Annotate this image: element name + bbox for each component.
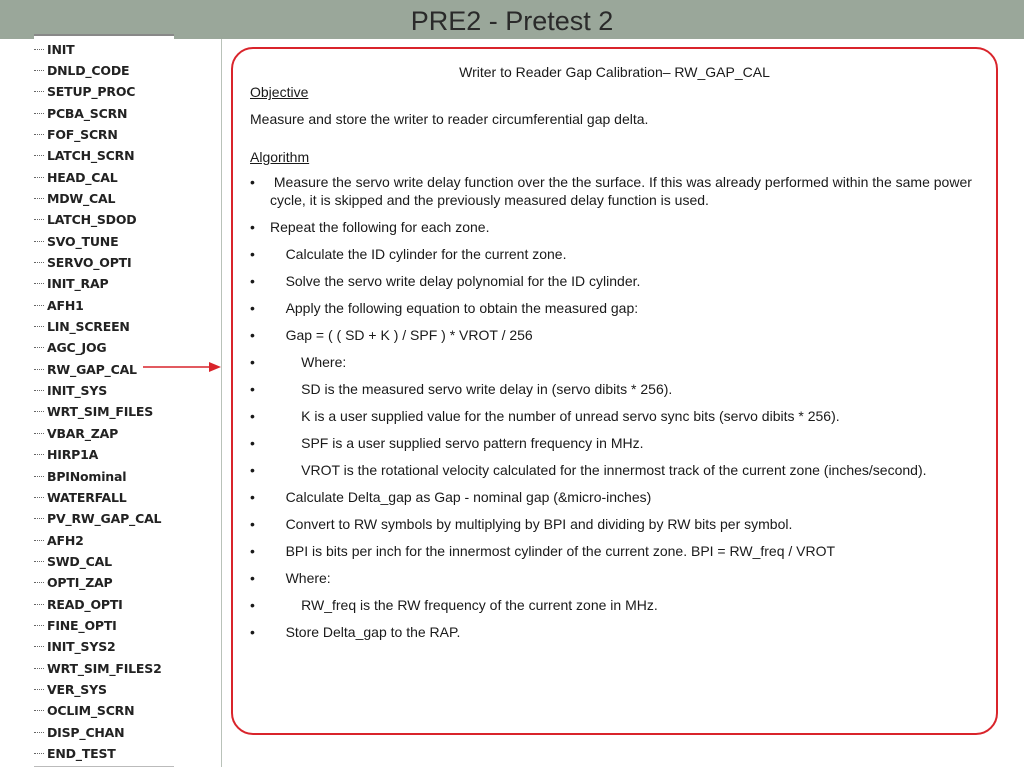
tree-item-label: SERVO_OPTI: [47, 255, 132, 270]
algorithm-step: [250, 380, 980, 398]
algorithm-step: [250, 299, 980, 317]
algorithm-step-text: Gap = ( ( SD + K ) / SPF ) * VROT / 256: [270, 327, 533, 343]
bullet-icon: •: [250, 300, 255, 316]
tree-item-label: LIN_SCREEN: [47, 319, 130, 335]
bullet-icon: •: [250, 246, 255, 262]
tree-item[interactable]: [34, 381, 107, 401]
tree-connector: [34, 476, 44, 477]
tree-connector: [34, 454, 44, 455]
algorithm-step: [250, 218, 980, 236]
tree-connector: [34, 753, 44, 754]
tree-item-label: AFH1: [47, 297, 84, 313]
algorithm-step: [250, 353, 980, 371]
tree-connector: [34, 262, 44, 263]
tree-item[interactable]: [34, 359, 137, 379]
objective-heading: Objective: [250, 84, 309, 100]
algorithm-step-text: Convert to RW symbols by multiplying by BPI and dividing by RW bits per symbol.: [270, 516, 793, 532]
bullet-icon: •: [250, 489, 255, 505]
tree-item-label: OPTI_ZAP: [47, 575, 113, 591]
tree-connector: [34, 326, 44, 327]
tree-item-label: HEAD_CAL: [47, 169, 118, 185]
tree-item[interactable]: [34, 637, 116, 657]
tree-item[interactable]: [34, 573, 113, 593]
tree-connector: [34, 134, 44, 135]
algorithm-step-text: Where:: [270, 354, 347, 370]
tree-connector: [34, 219, 44, 220]
objective-text: Measure and store the writer to reader circumferential gap delta.: [250, 111, 649, 127]
bullet-icon: •: [250, 462, 255, 478]
tree-item-label: FINE_OPTI: [47, 617, 117, 633]
algorithm-step-text: Store Delta_gap to the RAP.: [270, 624, 461, 640]
calibration-panel: [231, 47, 998, 735]
tree-item-label: OCLIM_SCRN: [47, 703, 135, 719]
tree-item[interactable]: [34, 338, 107, 358]
bullet-icon: •: [250, 543, 255, 559]
tree-connector: [34, 198, 44, 199]
bullet-icon: •: [250, 327, 255, 343]
tree-item[interactable]: [34, 615, 117, 635]
tree-item[interactable]: [34, 82, 135, 102]
tree-item-label: BPINominal: [47, 468, 127, 484]
tree-item[interactable]: [34, 594, 123, 614]
tree-connector: [34, 347, 44, 348]
test-step-tree: [34, 34, 174, 767]
algorithm-step-text: Apply the following equation to obtain the measured gap:: [270, 300, 639, 316]
algorithm-step-text: Solve the servo write delay polynomial for the ID cylinder.: [270, 273, 641, 289]
algorithm-step-text: RW_freq is the RW frequency of the current zone in MHz.: [270, 597, 658, 613]
tree-connector: [34, 283, 44, 284]
algorithm-step: [250, 407, 980, 425]
arrow-right-icon: [143, 360, 223, 374]
algorithm-step: [250, 542, 980, 560]
algorithm-step-text: VROT is the rotational velocity calculated for the innermost track of the current zone (inches/second).: [270, 462, 927, 478]
bullet-icon: •: [250, 624, 255, 640]
tree-item-label: SVO_TUNE: [47, 233, 119, 249]
tree-item[interactable]: [34, 210, 136, 230]
tree-item-label: END_TEST: [47, 746, 116, 762]
tree-item[interactable]: [34, 466, 126, 486]
tree-item[interactable]: [34, 188, 115, 208]
bullet-icon: •: [250, 597, 255, 613]
tree-connector: [34, 625, 44, 626]
page-title: PRE2 - Pretest 2: [410, 6, 614, 36]
algorithm-step: [250, 461, 980, 479]
tree-item-label: INIT_SYS2: [47, 639, 116, 655]
algorithm-step: [250, 326, 980, 344]
tree-item-label: INIT: [47, 41, 75, 57]
tree-item[interactable]: [34, 658, 162, 678]
tree-connector: [34, 305, 44, 306]
tree-item[interactable]: [34, 253, 131, 273]
tree-connector: [34, 91, 44, 92]
tree-item[interactable]: [34, 295, 84, 315]
tree-item-label: WRT_SIM_FILES2: [47, 660, 162, 676]
tree-item[interactable]: [34, 167, 118, 187]
tree-connector: [34, 646, 44, 647]
tree-connector: [34, 497, 44, 498]
tree-item[interactable]: [34, 124, 118, 144]
tree-item-label: LATCH_SCRN: [47, 148, 135, 164]
tree-connector: [34, 582, 44, 583]
tree-item[interactable]: [34, 701, 134, 721]
algorithm-step-text: Where:: [270, 570, 331, 586]
tree-connector: [34, 604, 44, 605]
tree-item[interactable]: [34, 680, 107, 700]
tree-connector: [34, 390, 44, 391]
tree-item[interactable]: [34, 509, 161, 529]
tree-item[interactable]: [34, 231, 118, 251]
tree-item[interactable]: [34, 744, 116, 764]
tree-connector: [34, 369, 44, 370]
tree-connector: [34, 668, 44, 669]
tree-item-label: VER_SYS: [47, 682, 107, 697]
algorithm-step-text: Measure the servo write delay function over the the surface. If this was already performed within the same power cycle, it is skipped and the previously measured delay function is used.: [270, 174, 976, 208]
tree-item[interactable]: [34, 402, 153, 422]
tree-connector: [34, 241, 44, 242]
tree-item-label: PV_RW_GAP_CAL: [47, 511, 162, 527]
tree-connector: [34, 113, 44, 114]
tree-item-label: WRT_SIM_FILES: [47, 404, 154, 420]
tree-connector: [34, 518, 44, 519]
tree-item[interactable]: [34, 274, 108, 294]
bullet-icon: •: [250, 516, 255, 532]
divider-line: [221, 39, 222, 767]
algorithm-step-text: SPF is a user supplied servo pattern frequency in MHz.: [270, 435, 644, 451]
tree-item[interactable]: [34, 530, 84, 550]
algorithm-step: [250, 434, 980, 452]
tree-connector: [34, 561, 44, 562]
tree-item[interactable]: [34, 39, 75, 59]
bullet-icon: •: [250, 354, 255, 370]
tree-item-label: WATERFALL: [47, 489, 127, 505]
bullet-icon: •: [250, 435, 255, 451]
tree-connector: [34, 155, 44, 156]
panel-content: [250, 83, 980, 641]
algorithm-step: [250, 596, 980, 614]
tree-item-label: INIT_SYS: [47, 383, 107, 399]
tree-item-label: PCBA_SCRN: [47, 105, 128, 121]
algorithm-steps: [250, 173, 980, 641]
tree-connector: [34, 49, 44, 50]
bullet-icon: •: [250, 408, 255, 424]
algorithm-step-text: SD is the measured servo write delay in (servo dibits * 256).: [270, 381, 673, 397]
algorithm-step: [250, 173, 980, 209]
algorithm-step-text: Repeat the following for each zone.: [270, 219, 490, 235]
tree-connector: [34, 710, 44, 711]
algorithm-step-text: Calculate Delta_gap as Gap - nominal gap (&micro-inches): [270, 489, 652, 505]
tree-item-label: FOF_SCRN: [47, 126, 118, 142]
tree-connector: [34, 732, 44, 733]
tree-item[interactable]: [34, 487, 127, 507]
tree-connector: [34, 70, 44, 71]
tree-item[interactable]: [34, 60, 129, 80]
bullet-icon: •: [250, 273, 255, 289]
bullet-icon: •: [250, 219, 255, 235]
tree-item-label: INIT_RAP: [47, 276, 109, 292]
tree-connector: [34, 689, 44, 690]
tree-item[interactable]: [34, 445, 98, 465]
tree-item-label: HIRP1A: [47, 447, 99, 463]
tree-item[interactable]: [34, 103, 127, 123]
algorithm-step: [250, 272, 980, 290]
tree-item-label: DNLD_CODE: [47, 62, 130, 78]
bullet-icon: •: [250, 174, 255, 190]
tree-connector: [34, 540, 44, 541]
tree-item-label: AFH2: [47, 532, 84, 548]
bullet-icon: •: [250, 570, 255, 586]
algorithm-step-text: BPI is bits per inch for the innermost cylinder of the current zone. BPI = RW_freq / VROT: [270, 543, 836, 559]
tree-item[interactable]: [34, 551, 112, 571]
tree-connector: [34, 177, 44, 178]
tree-item-label: DISP_CHAN: [47, 724, 125, 740]
algorithm-step: [250, 623, 980, 641]
tree-item-label: VBAR_ZAP: [47, 425, 119, 441]
tree-item[interactable]: [34, 722, 124, 742]
tree-item-label: AGC_JOG: [47, 340, 107, 356]
tree-item-label: SETUP_PROC: [47, 84, 136, 100]
algorithm-step: [250, 245, 980, 263]
algorithm-step: [250, 515, 980, 533]
tree-item[interactable]: [34, 423, 118, 443]
tree-connector: [34, 433, 44, 434]
panel-title: Writer to Reader Gap Calibration– RW_GAP_CAL: [459, 64, 770, 80]
algorithm-step-text: Calculate the ID cylinder for the current zone.: [270, 246, 567, 262]
tree-item[interactable]: [34, 146, 134, 166]
algorithm-step: [250, 569, 980, 587]
tree-item-label: MDW_CAL: [47, 190, 116, 206]
tree-item-label: RW_GAP_CAL: [47, 361, 137, 377]
bullet-icon: •: [250, 381, 255, 397]
algorithm-step-text: K is a user supplied value for the number of unread servo sync bits (servo dibits * 256).: [270, 408, 840, 424]
tree-item-label: READ_OPTI: [47, 596, 123, 612]
algorithm-step: [250, 488, 980, 506]
algorithm-heading: Algorithm: [250, 149, 310, 165]
tree-item-label: LATCH_SDOD: [47, 212, 137, 228]
tree-item-label: SWD_CAL: [47, 553, 112, 569]
tree-item[interactable]: [34, 317, 130, 337]
tree-connector: [34, 411, 44, 412]
